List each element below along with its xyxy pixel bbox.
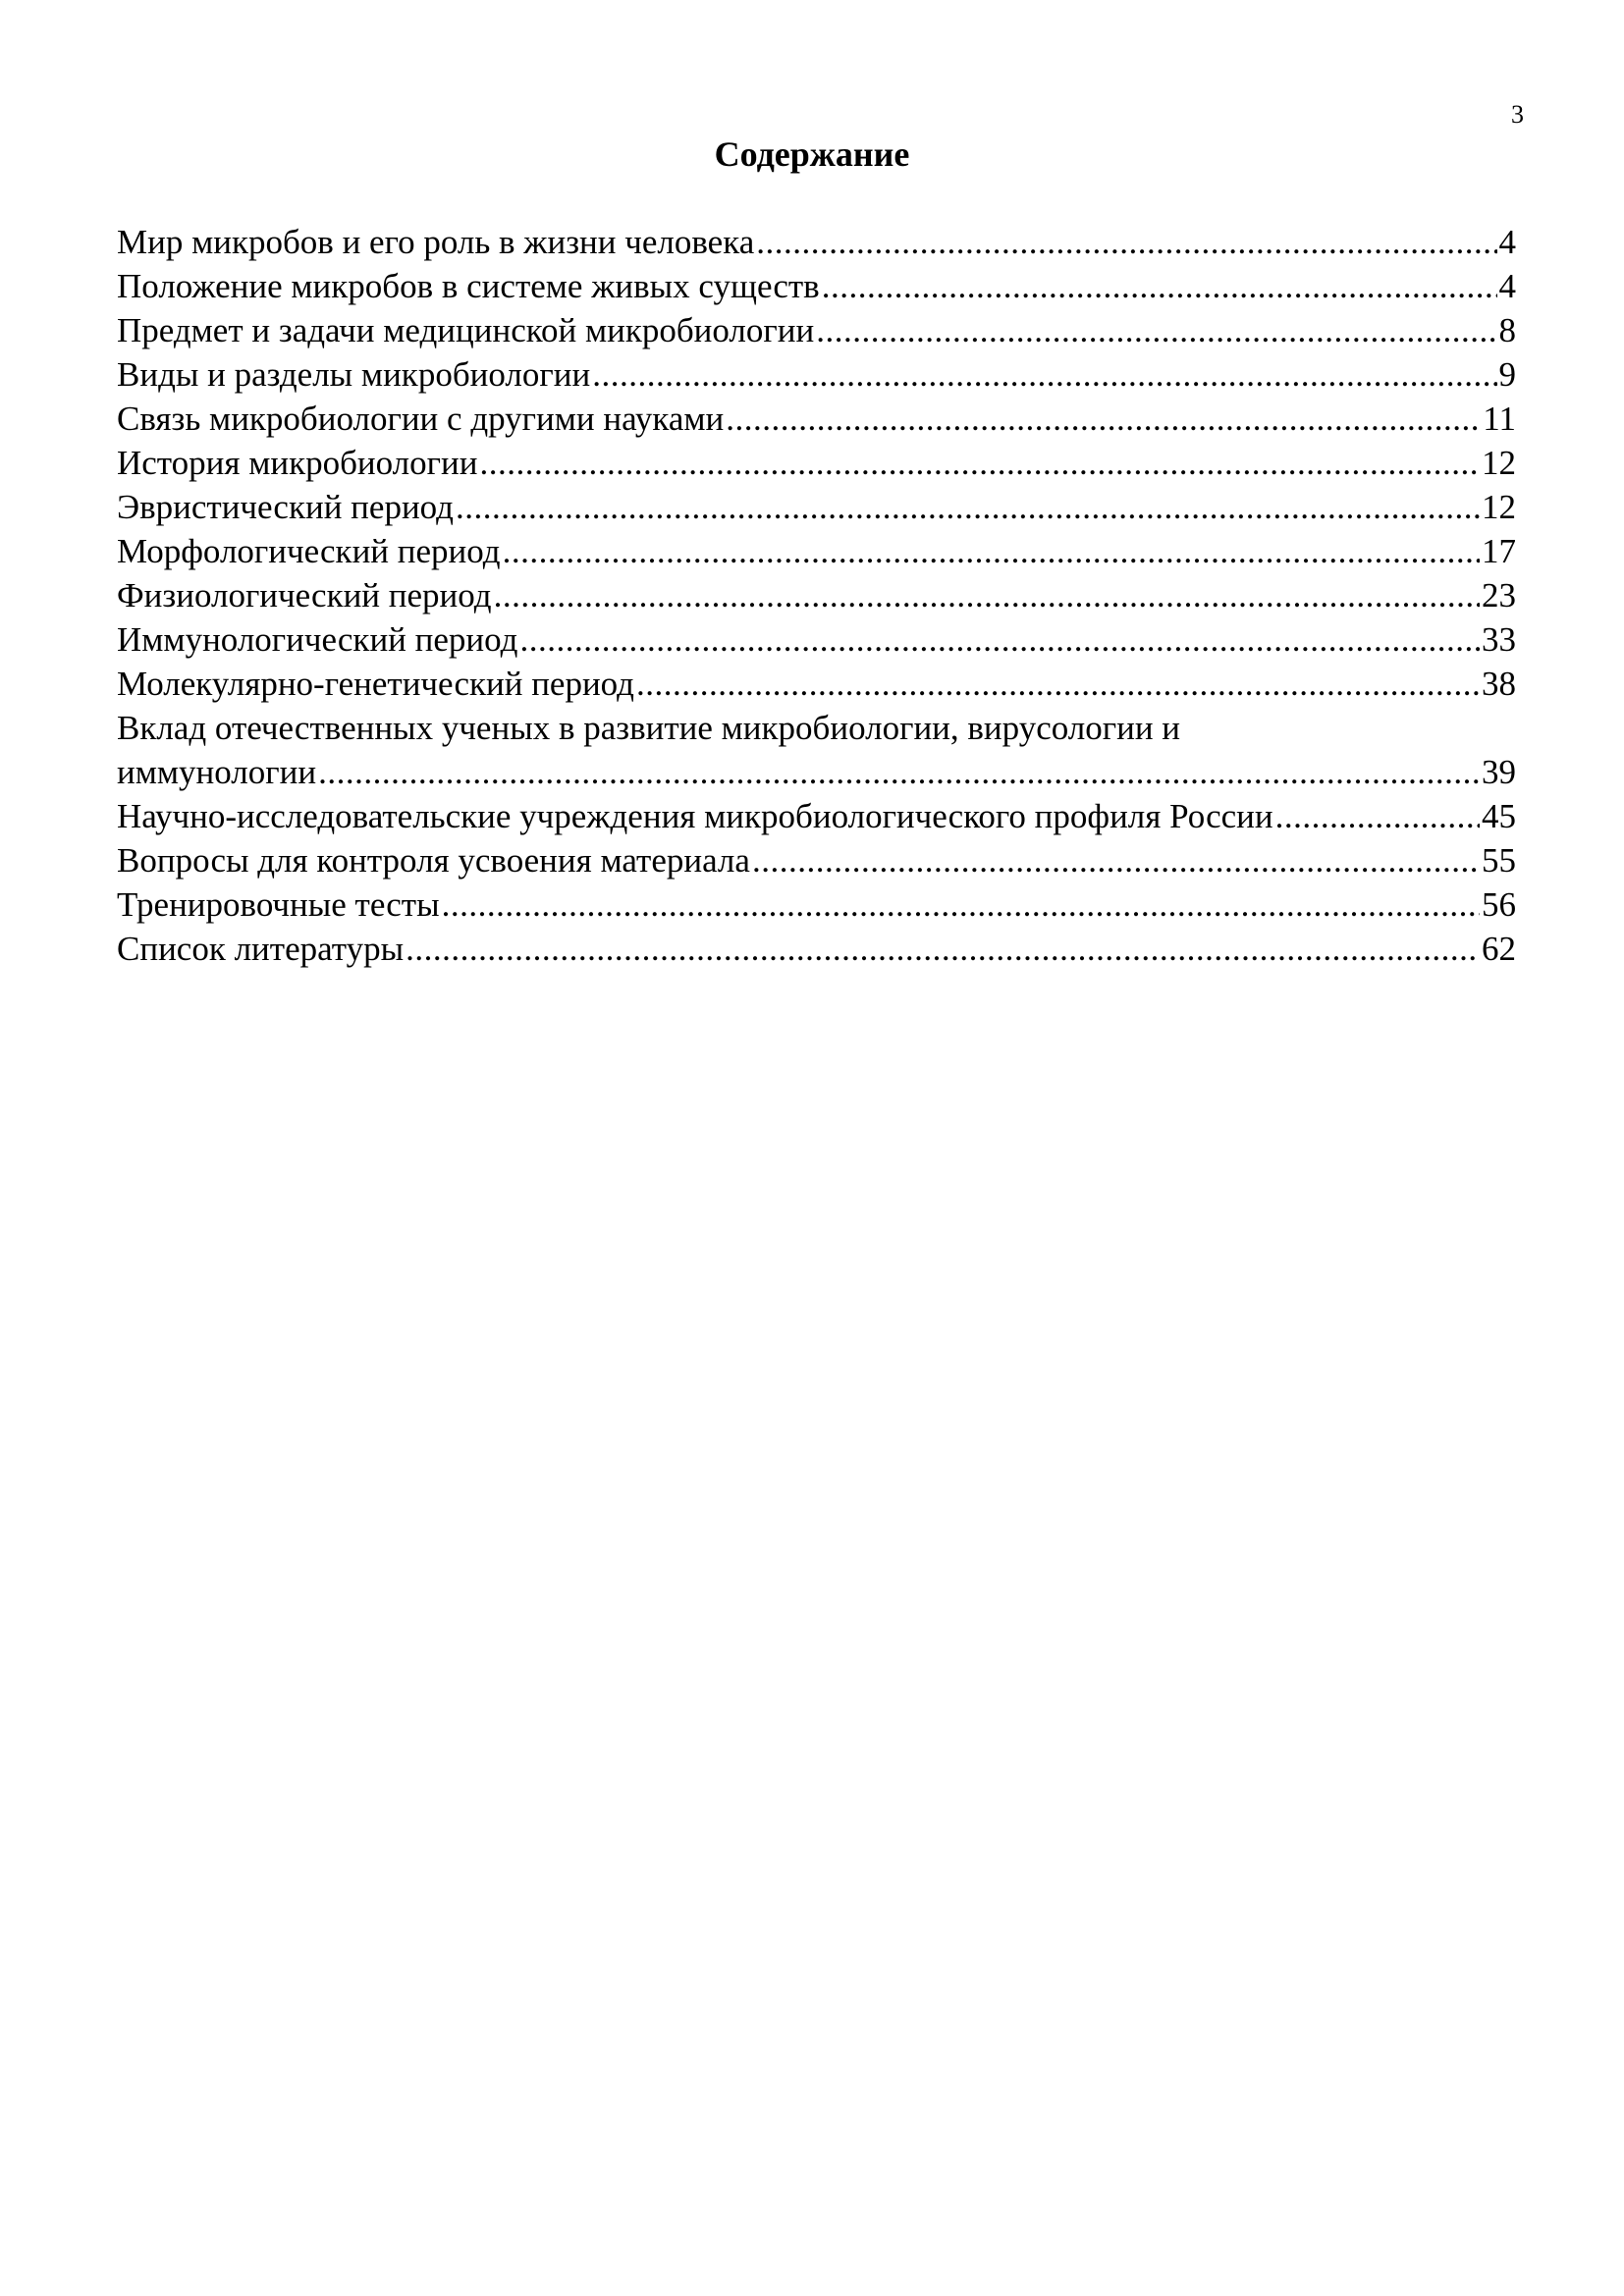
toc-entry-title: Связь микробиологии с другими науками [117,400,725,438]
toc-dot-leader [636,662,1480,706]
toc-entry[interactable] [117,927,1516,971]
toc-entry[interactable] [117,485,1516,529]
toc-entry-title: Список литературы [117,930,405,968]
toc-entry-page: 12 [1482,444,1516,482]
toc-dot-leader [756,220,1496,264]
toc-entry[interactable] [117,264,1516,308]
toc-dot-leader [406,927,1480,971]
toc-entry-title: Морфологический период [117,532,501,570]
toc-dot-leader [519,617,1480,662]
toc-entry-title: История микробиологии [117,444,478,482]
toc-entry-page: 4 [1498,223,1516,261]
toc-entry-title: Вопросы для контроля усвоения материала [117,841,750,880]
toc-dot-leader [726,397,1481,441]
toc-entry[interactable] [117,882,1516,927]
toc-entry-page: 33 [1482,620,1516,659]
toc-entry-title: Иммунологический период [117,620,518,659]
toc-dot-leader [318,750,1480,794]
toc-entry[interactable] [117,573,1516,617]
toc-entry-page: 4 [1498,267,1516,305]
toc-dot-leader [503,529,1480,573]
toc-entry-page: 45 [1482,797,1516,835]
toc-dot-leader [479,441,1480,485]
toc-dot-leader [456,485,1480,529]
toc-entry[interactable] [117,220,1516,264]
toc-entry-page: 9 [1498,355,1516,394]
toc-entry-second-line [117,750,1516,794]
toc-entry-page: 17 [1482,532,1516,570]
toc-dot-leader [442,882,1480,927]
toc-entry-title: Молекулярно-генетический период [117,665,634,703]
toc-entry[interactable] [117,441,1516,485]
toc-entry-title: Мир микробов и его роль в жизни человека [117,223,755,261]
toc-entry-page: 11 [1483,400,1516,438]
toc-entry-title-line1: Вклад отечественных ученых в развитие микробиологии, вирусологии и [117,709,1181,747]
toc-entry[interactable] [117,706,1516,794]
toc-entry-title: Положение микробов в системе живых существ [117,267,820,305]
toc-entry-page: 23 [1482,576,1516,614]
toc-entry-title: Виды и разделы микробиологии [117,355,591,394]
toc-entry-page: 56 [1482,885,1516,924]
toc-dot-leader [822,264,1497,308]
toc-entry-title-line2: иммунологии [117,753,317,791]
toc-entry-page: 62 [1482,930,1516,968]
toc-entry[interactable] [117,662,1516,706]
toc-entry-page: 8 [1498,311,1516,349]
toc-dot-leader [494,573,1480,617]
toc-entry[interactable] [117,838,1516,882]
toc-entry[interactable] [117,397,1516,441]
toc-entry[interactable] [117,794,1516,838]
toc-entry-title: Физиологический период [117,576,492,614]
toc-title: Содержание [714,134,910,174]
toc-entry-title: Тренировочные тесты [117,885,440,924]
toc-entry[interactable] [117,352,1516,397]
toc-entry[interactable] [117,617,1516,662]
page-number: 3 [1511,100,1524,129]
toc-entry[interactable] [117,529,1516,573]
toc-dot-leader [1275,794,1480,838]
toc-entry-title: Предмет и задачи медицинской микробиологии [117,311,815,349]
toc-dot-leader [752,838,1480,882]
toc-entry-page: 38 [1482,665,1516,703]
toc-entry-page: 39 [1482,753,1516,791]
toc-dot-leader [816,308,1496,352]
toc-entry-title: Эвристический период [117,488,454,526]
toc-dot-leader [592,352,1496,397]
toc-entry-page: 12 [1482,488,1516,526]
toc-entry-title: Научно-исследовательские учреждения микробиологического профиля России [117,797,1273,835]
table-of-contents [117,220,1516,971]
toc-entry-page: 55 [1482,841,1516,880]
toc-entry[interactable] [117,308,1516,352]
